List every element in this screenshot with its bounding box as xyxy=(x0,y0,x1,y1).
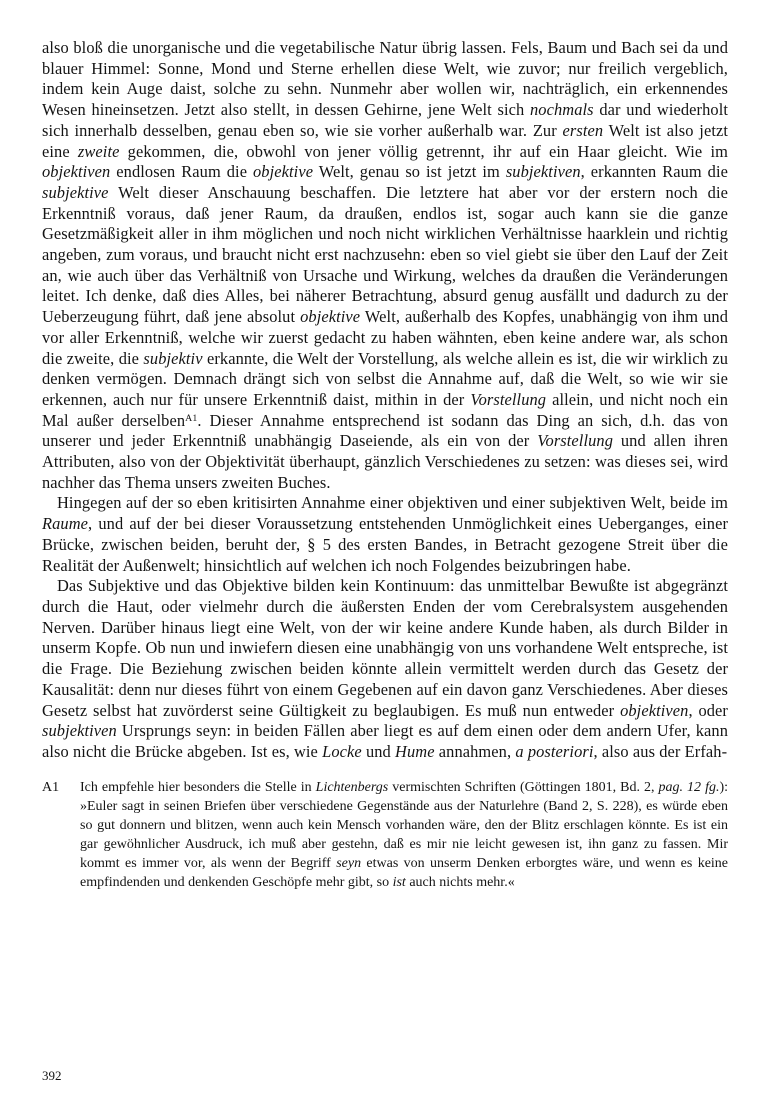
text-segment: erkannte, die Welt der Vorstellung, als welche allein es ist, die wir wirklich zu denken vermögen. Demnach drängt sich von selbst die Annahme auf, daß die Welt, so wie wir sie erkennen, auch nur für unsere Erkenntniß daist, mithin in der xyxy=(42,348,728,409)
paragraph-3 xyxy=(42,576,728,762)
emphasized-text: Raume xyxy=(42,514,89,534)
main-text xyxy=(42,38,728,763)
emphasized-text: Hume xyxy=(395,741,435,761)
text-segment: und xyxy=(361,741,396,761)
text-segment: vermischten Schriften (Göttingen 1801, Bd. 2, xyxy=(388,779,659,795)
emphasized-text: ersten xyxy=(562,120,604,140)
emphasized-text: Lichtenbergs xyxy=(315,779,389,795)
emphasized-text: objektive xyxy=(253,162,314,182)
text-segment: , erkannten Raum die xyxy=(580,162,729,182)
emphasized-text: pag. 12 fg. xyxy=(658,779,720,795)
emphasized-text: subjektive xyxy=(42,182,109,202)
emphasized-text: a posteriori xyxy=(515,741,594,761)
page-number: 392 xyxy=(42,1068,62,1083)
text-segment: Ich empfehle hier besonders die Stelle in xyxy=(80,779,316,795)
emphasized-text: Vorstellung xyxy=(537,431,614,451)
paragraph-2 xyxy=(42,493,728,576)
emphasized-text: objektive xyxy=(300,307,361,327)
emphasized-text: Vorstellung xyxy=(470,389,547,409)
paragraph-1 xyxy=(42,38,728,493)
text-segment: Welt, genau so ist jetzt im xyxy=(313,162,506,182)
text-segment: Das Subjektive und das Objektive bilden kein Kontinuum: das unmittelbar Bewußte ist abgegränzt durch die Haut, oder vielmehr durch die äußersten Enden der vom Cerebralsystem ausgehenden Nerven. Darüber hinaus liegt eine Welt, von der wir keine andere Kunde haben, als durch Bilder in unserm Kopfe. Ob nun und inwiefern diesen eine unabhängig von uns vorhandene Welt entspreche, ist die Frage. Die Beziehung zwischen beiden könnte allein vermittelt werden durch das Gesetz der Kausalität: denn nur dieses führt von einem Gegebenen auf ein davon ganz Verschiedenes. Aber dieses Gesetz selbst hat zuvörderst seine Gültigkeit zu beglaubigen. Es muß nun entweder xyxy=(42,576,728,720)
text-segment: etwas von unserm Denken erborgtes wäre, und wenn es keine empfindenden und denkenden Geschöpfe mehr gibt, so xyxy=(80,855,729,890)
footnote-label: A1 xyxy=(42,779,60,795)
text-segment: , und auf der bei dieser Voraussetzung entstehenden Unmöglichkeit eines Ueberganges, einer Brücke, zwischen beiden, beruht der, § 5 des ersten Bandes, in Betracht gezogene Streit über die Realität der Außenwelt; hinsichtlich auf welchen ich noch Folgendes beizubringen habe. xyxy=(42,514,728,575)
emphasized-text: objektiven xyxy=(42,162,111,182)
emphasized-text: seyn xyxy=(336,855,362,871)
text-segment: Ursprungs seyn: in beiden Fällen aber liegt es auf dem einen oder dem andern Ufer, kann also nicht die Brücke abgeben. Ist es, wie xyxy=(42,721,728,761)
footnote-marker: A1 xyxy=(185,412,198,424)
text-segment: gekommen, die, obwohl von jener völlig getrennt, ihr auf ein Haar gleicht. Wie im xyxy=(119,141,729,161)
page-footer xyxy=(42,1068,728,1100)
text-segment: also bloß die unorganische und die vegetabilische Natur übrig lassen. Fels, Baum und Bach sei da und blauer Himmel: Sonne, Mond und Sterne erhellen diese Welt, wie zuvor; nur freilich vergeblich, indem kein Auge daist, solche zu sehn. Nunmehr aber wollen wir, nachträglich, ein erkennendes Wesen hineinsetzen. Jetzt also stellt, in dessen Gehirne, jene Welt sich xyxy=(42,38,728,120)
text-segment: Welt, außerhalb des Kopfes, unabhängig von ihm und vor aller Erkenntniß, welche wir zuerst gedacht zu haben wähnten, eben keine andere war, als schon die zweite, die xyxy=(42,307,728,368)
text-segment: auch nichts mehr.« xyxy=(405,874,515,890)
footnote-text xyxy=(80,778,728,892)
emphasized-text: nochmals xyxy=(530,100,594,120)
emphasized-text: subjektiv xyxy=(143,348,203,368)
emphasized-text: objektiven xyxy=(620,700,689,720)
text-segment: und allen ihren Attributen, also von der Objektivität überhaupt, gänzlich Verschiedenes zu setzen: was dieses sei, wird nachher das Thema unsers zweiten Buches. xyxy=(42,431,728,492)
emphasized-text: subjektiven xyxy=(505,162,581,182)
text-segment: annahmen, xyxy=(434,741,516,761)
footnote-section xyxy=(42,778,728,892)
text-segment: Welt ist also jetzt eine xyxy=(42,120,728,161)
text-segment: dar und wiederholt sich innerhalb desselben, genau eben so, wie sie vorher außerhalb war. Zur xyxy=(42,100,728,140)
emphasized-text: ist xyxy=(392,874,406,890)
emphasized-text: subjektiven xyxy=(42,721,117,741)
text-segment: allein, und nicht noch ein Mal außer derselben xyxy=(42,389,728,430)
text-segment: ): »Euler sagt in seinen Briefen über verschiedene Gegenstände aus der Naturlehre (Band 2, S. 228), es würde eben so gut donnern und blitzen, wenn auch kein Mensch vorhanden wäre, den der Blitz erschlagen könnte. Es ist ein gar gewöhnlicher Ausdruck, ich muß aber gestehn, daß es mir nie leicht gewesen ist, ihn ganz zu fassen. Mir kommt es immer vor, als wenn der Begriff xyxy=(80,779,729,871)
text-segment: Hingegen auf der so eben kritisirten Annahme einer objektiven und einer subjektiven Welt, beide im xyxy=(57,493,728,513)
text-segment: , oder xyxy=(688,700,728,720)
text-segment: Welt dieser Anschauung beschaffen. Die letztere hat aber vor der erstern noch die Erkenntniß voraus, daß jener Raum, da draußen, endlos ist, sogar auch kann sie die ganze Gesetzmäßigkeit aller in ihm möglichen und noch nicht wirklichen Verhältnisse haarklein und richtig angeben, zum voraus, und braucht nicht erst nachzusehn: eben so viel giebt sie über den Lauf der Zeit an, wie auch über das Verhältniß von Ursache und Wirkung, welches da draußen die Veränderungen leitet. Ich denke, daß dies Alles, bei näherer Betrachtung, absurd genug ausfällt und dadurch zu der Ueberzeugung führt, daß jene absolut xyxy=(42,182,728,327)
text-segment: endlosen Raum die xyxy=(110,162,254,182)
text-segment: . Dieser Annahme entsprechend ist sodann das Ding an sich, d.h. das von unserer und jeder Erkenntniß unabhängig Daseiende, als ein von der xyxy=(42,410,728,451)
emphasized-text: zweite xyxy=(77,141,120,161)
text-segment: , also aus der Erfah- xyxy=(593,741,728,761)
emphasized-text: Locke xyxy=(322,741,362,761)
